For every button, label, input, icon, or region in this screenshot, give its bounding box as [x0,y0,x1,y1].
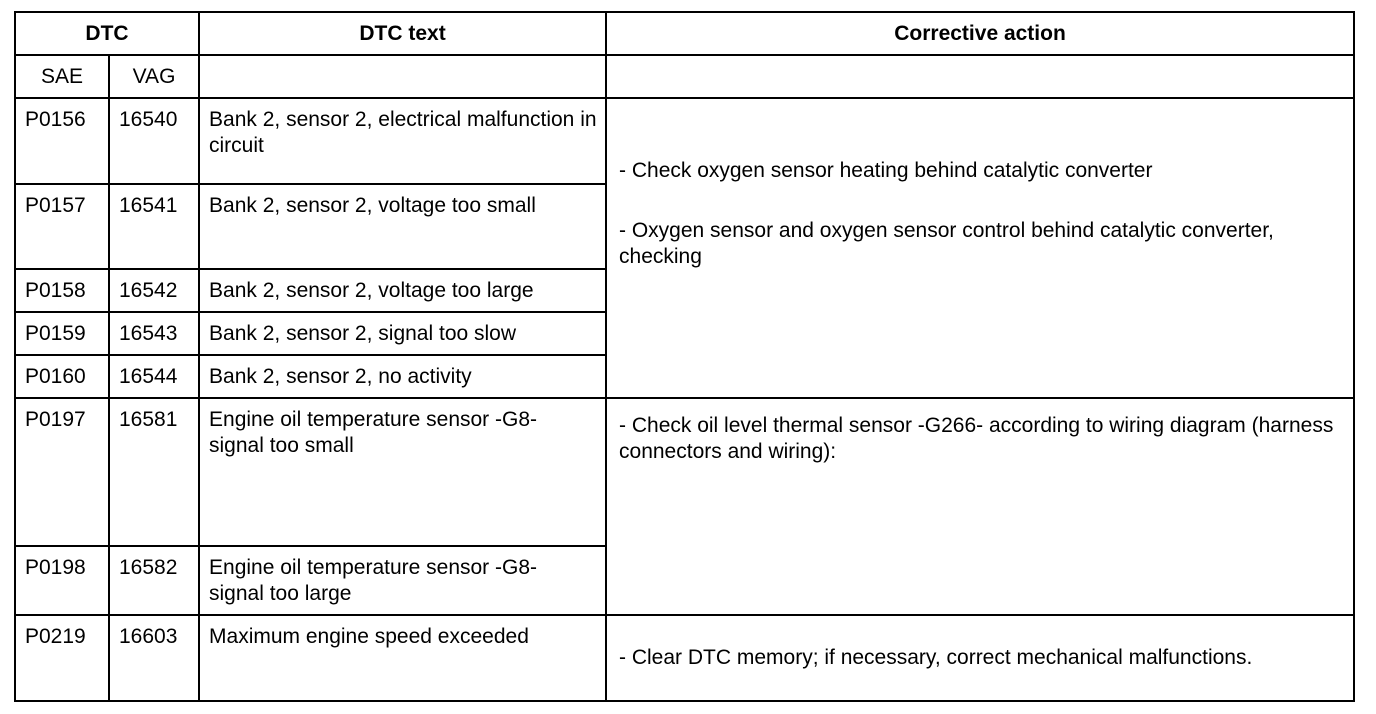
dtc-text: Bank 2, sensor 2, voltage too large [199,269,606,312]
header-vag: VAG [109,55,199,98]
vag-code: 16543 [109,312,199,355]
dtc-table [14,11,1355,702]
table-row [15,615,1354,701]
sae-code: P0198 [15,546,109,615]
table-row [15,98,1354,184]
header-sae: SAE [15,55,109,98]
corrective-action-clear-dtc [606,615,1354,701]
sae-code: P0157 [15,184,109,269]
action-line: - Clear DTC memory; if necessary, correct mechanical malfunctions. [619,646,1253,669]
corrective-action-oxygen-sensor [606,98,1354,398]
dtc-text: Engine oil temperature sensor -G8- signal too large [199,546,606,615]
vag-code: 16540 [109,98,199,184]
dtc-text: Maximum engine speed exceeded [199,615,606,701]
sae-code: P0159 [15,312,109,355]
vag-code: 16542 [109,269,199,312]
action-line: - Oxygen sensor and oxygen sensor control behind catalytic converter, checking [619,219,1274,268]
table-row [15,398,1354,546]
header-empty-text [199,55,606,98]
vag-code: 16603 [109,615,199,701]
action-spacer [619,465,1343,499]
sae-code: P0158 [15,269,109,312]
sae-code: P0197 [15,398,109,546]
action-spacer [619,533,1343,567]
dtc-text: Bank 2, sensor 2, voltage too small [199,184,606,269]
corrective-action-oil-thermal-sensor [606,398,1354,615]
subheader-row [15,55,1354,98]
action-spacer [619,184,1343,218]
header-dtc: DTC [15,12,199,55]
dtc-text: Bank 2, sensor 2, electrical malfunction in circuit [199,98,606,184]
action-spacer [619,567,1343,601]
vag-code: 16544 [109,355,199,398]
vag-code: 16541 [109,184,199,269]
action-spacer [619,270,1343,304]
header-corrective-action: Corrective action [606,12,1354,55]
action-line: - Check oil level thermal sensor -G266- according to wiring diagram (harness connectors and wiring): [619,413,1334,463]
sae-code: P0160 [15,355,109,398]
vag-code: 16581 [109,398,199,546]
dtc-text: Engine oil temperature sensor -G8- signal too small [199,398,606,546]
header-dtc-text: DTC text [199,12,606,55]
sae-code: P0219 [15,615,109,701]
action-spacer [619,499,1343,533]
action-spacer [619,304,1343,338]
header-row [15,12,1354,55]
vag-code: 16582 [109,546,199,615]
header-empty-action [606,55,1354,98]
dtc-text: Bank 2, sensor 2, signal too slow [199,312,606,355]
sae-code: P0156 [15,98,109,184]
action-line: - Check oxygen sensor heating behind catalytic converter [619,159,1153,182]
dtc-text: Bank 2, sensor 2, no activity [199,355,606,398]
